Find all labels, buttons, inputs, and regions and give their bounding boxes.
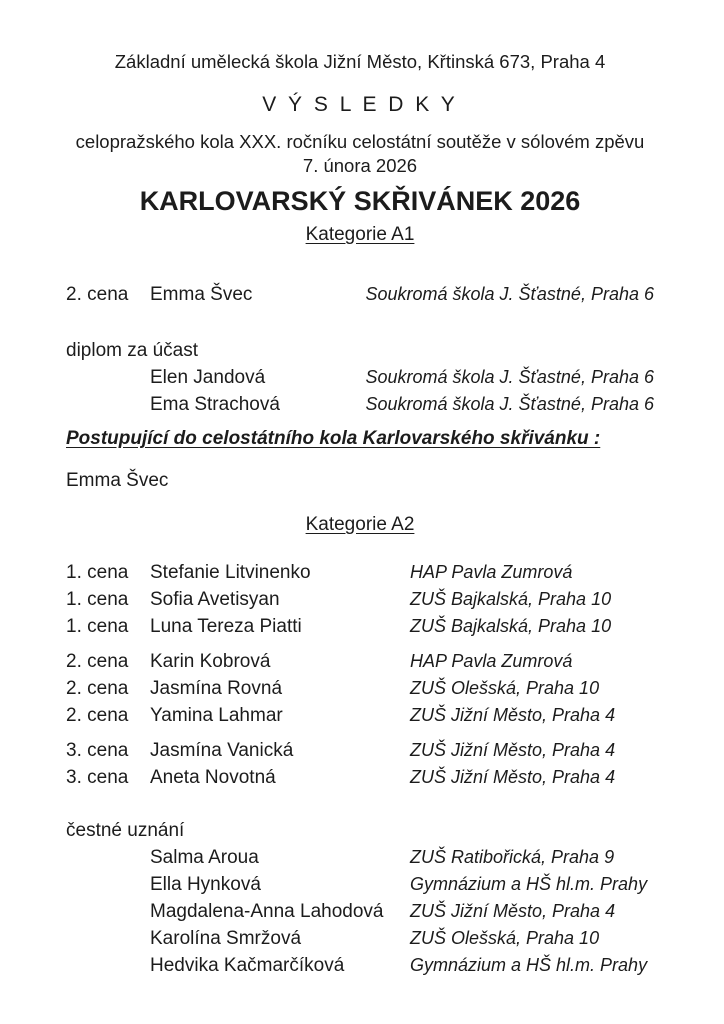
result-row-a2-2 xyxy=(66,586,654,613)
school-name: ZUŠ Bajkalská, Praha 10 xyxy=(410,589,612,609)
school-name: ZUŠ Jižní Město, Praha 4 xyxy=(410,740,616,760)
school-name: ZUŠ Jižní Město, Praha 4 xyxy=(410,705,616,725)
category-a2-heading-text: Kategorie A2 xyxy=(305,514,415,535)
result-row-a2-4 xyxy=(66,648,654,675)
contestant-name: Ema Strachová xyxy=(150,394,280,415)
contestant-name: Elen Jandová xyxy=(150,367,266,388)
school-name: ZUŠ Jižní Město, Praha 4 xyxy=(410,901,616,921)
diploma-heading: diplom za účast xyxy=(66,340,199,361)
diploma-row-1 xyxy=(66,364,654,391)
result-row-a2-5 xyxy=(66,675,654,702)
category-a1-heading-text: Kategorie A1 xyxy=(305,224,415,245)
contestant-name: Yamina Lahmar xyxy=(150,705,283,726)
result-row-a2-6 xyxy=(66,702,654,729)
honorable-row-1 xyxy=(66,844,654,871)
award-label: 1. cena xyxy=(66,589,129,610)
result-row-a2-7 xyxy=(66,737,654,764)
school-name: ZUŠ Ratibořická, Praha 9 xyxy=(410,847,615,867)
school-name: Soukromá škola J. Šťastné, Praha 6 xyxy=(365,367,654,387)
result-row-a2-1 xyxy=(66,559,654,586)
award-label: 3. cena xyxy=(66,740,129,761)
award-label: 1. cena xyxy=(66,616,129,637)
contestant-name: Salma Aroua xyxy=(150,847,259,868)
diploma-row-2 xyxy=(66,391,654,418)
contestant-name: Emma Švec xyxy=(150,284,253,305)
honorable-row-3 xyxy=(66,898,654,925)
honorable-row-5 xyxy=(66,952,654,979)
advancing-heading xyxy=(66,425,654,452)
honorable-row-4 xyxy=(66,925,654,952)
contestant-name: Luna Tereza Piatti xyxy=(150,616,302,637)
contestant-name: Stefanie Litvinenko xyxy=(150,562,311,583)
contestant-name: Karolína Smržová xyxy=(150,928,302,949)
contestant-name: Aneta Novotná xyxy=(150,767,276,788)
category-a1-heading xyxy=(66,222,654,247)
organizer-line: Základní umělecká škola Jižní Město, Křtinská 673, Praha 4 xyxy=(114,51,606,72)
contestant-name: Magdalena-Anna Lahodová xyxy=(150,901,384,922)
competition-date: 7. února 2026 xyxy=(302,155,418,176)
award-label: 2. cena xyxy=(66,651,129,672)
results-heading: V Ý S L E D K Y xyxy=(262,93,458,116)
school-name: Gymnázium a HŠ hl.m. Prahy xyxy=(410,955,648,975)
category-a2-heading xyxy=(66,512,654,537)
result-row-a2-8 xyxy=(66,764,654,791)
school-name: ZUŠ Bajkalská, Praha 10 xyxy=(410,616,612,636)
school-name: Gymnázium a HŠ hl.m. Prahy xyxy=(410,874,648,894)
competition-subtitle: celopražského kola XXX. ročníku celostátní soutěže v sólovém zpěvu xyxy=(75,131,645,152)
advancing-name: Emma Švec xyxy=(66,470,169,491)
award-label: 2. cena xyxy=(66,284,129,305)
school-name: HAP Pavla Zumrová xyxy=(410,651,573,671)
school-name: Soukromá škola J. Šťastné, Praha 6 xyxy=(365,394,654,414)
award-label: 3. cena xyxy=(66,767,129,788)
award-label: 2. cena xyxy=(66,678,129,699)
school-name: ZUŠ Olešská, Praha 10 xyxy=(410,678,600,698)
result-row-a2-3 xyxy=(66,613,654,640)
contestant-name: Sofia Avetisyan xyxy=(150,589,280,610)
award-label: 2. cena xyxy=(66,705,129,726)
honorable-mention-heading: čestné uznání xyxy=(66,820,185,841)
result-row-a1-1 xyxy=(66,281,654,308)
contestant-name: Ella Hynková xyxy=(150,874,261,895)
contestant-name: Karin Kobrová xyxy=(150,651,271,672)
school-name: Soukromá škola J. Šťastné, Praha 6 xyxy=(365,284,654,304)
school-name: ZUŠ Jižní Město, Praha 4 xyxy=(410,767,616,787)
advancing-heading-text: Postupující do celostátního kola Karlovarského skřivánku : xyxy=(66,428,601,449)
award-label: 1. cena xyxy=(66,562,129,583)
contestant-name: Hedvika Kačmarčíková xyxy=(150,955,345,976)
school-name: HAP Pavla Zumrová xyxy=(410,562,573,582)
honorable-row-2 xyxy=(66,871,654,898)
contestant-name: Jasmína Vanická xyxy=(150,740,294,761)
competition-title: KARLOVARSKÝ SKŘIVÁNEK 2026 xyxy=(139,186,581,216)
school-name: ZUŠ Olešská, Praha 10 xyxy=(410,928,600,948)
contestant-name: Jasmína Rovná xyxy=(150,678,283,699)
